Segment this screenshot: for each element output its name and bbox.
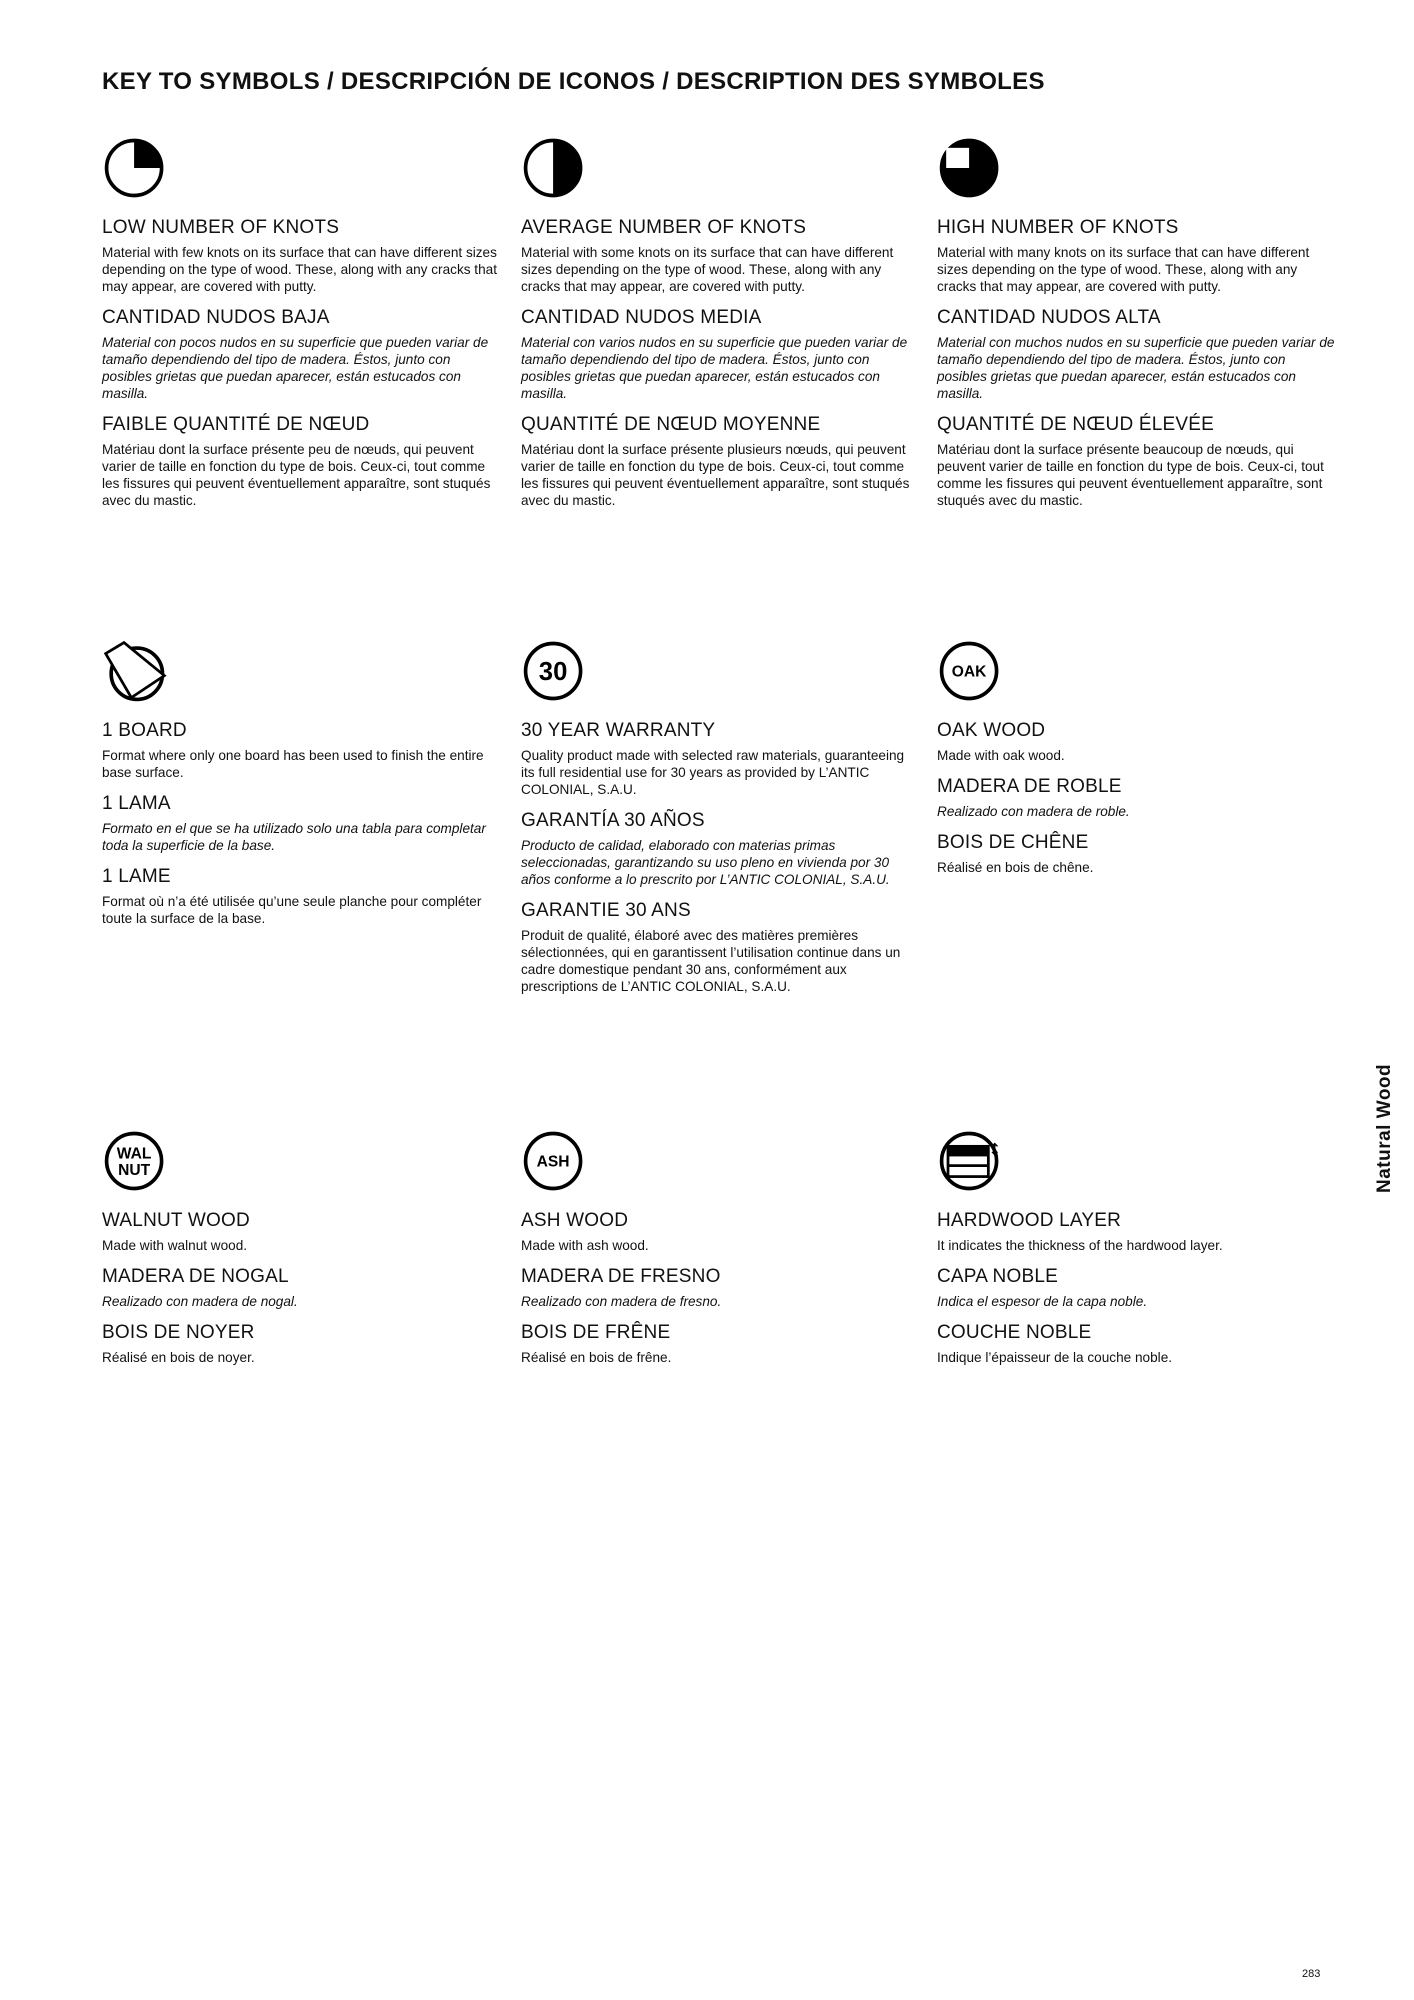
symbol-heading: WALNUT WOOD — [102, 1210, 250, 1231]
symbol-heading: COUCHE NOBLE — [937, 1322, 1092, 1343]
symbol-text: Material con pocos nudos en su superficie que pueden variar de tamaño dependiendo del tipo de madera. Éstos, junto con posibles grietas que puedan aparecer, están estucados con masilla. — [102, 335, 489, 401]
symbol-text: Material with many knots on its surface that can have different sizes depending on the type of wood. These, along with any cracks that may appear, are covered with putty. — [937, 245, 1310, 294]
symbol-heading: OAK WOOD — [937, 720, 1046, 741]
symbol-text: Réalisé en bois de noyer. — [102, 1350, 255, 1365]
symbol-description — [937, 414, 1337, 509]
page-number: 283 — [1302, 1968, 1321, 1980]
symbol-heading: QUANTITÉ DE NŒUD MOYENNE — [521, 414, 821, 435]
symbol-heading: CANTIDAD NUDOS BAJA — [102, 307, 330, 328]
symbol-heading: CANTIDAD NUDOS MEDIA — [521, 307, 762, 328]
symbol-description — [937, 217, 1337, 295]
symbol-text: Realizado con madera de fresno. — [521, 1294, 722, 1309]
symbol-description — [521, 810, 921, 888]
symbol-description — [521, 217, 921, 295]
symbol-heading: 1 LAMA — [102, 793, 171, 814]
symbol-text: Material con muchos nudos en su superficie que pueden variar de tamaño dependiendo del tipo de madera. Éstos, junto con posibles grietas que puedan aparecer, están estucados con masilla. — [937, 335, 1335, 401]
symbol-description — [521, 1210, 921, 1254]
page-title: KEY TO SYMBOLS / DESCRIPCIÓN DE ICONOS / DESCRIPTION DES SYMBOLES — [102, 68, 1045, 95]
symbol-text: Produit de qualité, élaboré avec des matières premières sélectionnées, qui en garantissent l’utilisation continue dans un cadre domestique pendant 30 ans, conformément aux prescriptions de L’ANTIC COLONIAL, S.A.U. — [521, 928, 901, 994]
icon-text: 30 — [538, 658, 568, 687]
symbol-description — [521, 1266, 921, 1310]
symbol-description — [937, 1266, 1337, 1310]
symbol-heading: MADERA DE NOGAL — [102, 1266, 289, 1287]
symbol-description — [102, 720, 502, 781]
symbol-description — [937, 720, 1337, 764]
symbol-entry — [521, 135, 921, 521]
symbol-description — [102, 793, 502, 854]
one-board-icon — [102, 638, 168, 704]
icon-text: WAL — [116, 1145, 152, 1163]
symbol-heading: ASH WOOD — [521, 1210, 629, 1231]
symbol-heading: HARDWOOD LAYER — [937, 1210, 1122, 1231]
section-side-label: Natural Wood — [1374, 1063, 1395, 1193]
symbol-heading: CAPA NOBLE — [937, 1266, 1058, 1287]
ash-icon — [521, 1128, 587, 1194]
symbol-entry — [102, 135, 502, 521]
symbol-text: Matériau dont la surface présente peu de nœuds, qui peuvent varier de taille en fonction du type de bois. Ceux-ci, tout comme les fissures qui peuvent éventuellement apparaître, sont stuqués avec du mastic. — [102, 442, 491, 508]
icon-text: NUT — [118, 1161, 151, 1179]
symbol-heading: CANTIDAD NUDOS ALTA — [937, 307, 1161, 328]
average-knots-icon — [521, 135, 587, 201]
icon-text: ASH — [536, 1153, 570, 1171]
symbol-heading: QUANTITÉ DE NŒUD ÉLEVÉE — [937, 414, 1214, 435]
symbol-description — [102, 866, 502, 927]
symbol-entry — [102, 638, 502, 939]
symbol-description — [937, 1322, 1337, 1366]
walnut-icon — [102, 1128, 168, 1194]
symbol-heading: HIGH NUMBER OF KNOTS — [937, 217, 1179, 238]
symbol-heading: 1 LAME — [102, 866, 171, 887]
symbol-text: Format où n’a été utilisée qu’une seule planche pour compléter toute la surface de la base. — [102, 894, 482, 926]
symbol-heading: GARANTIE 30 ANS — [521, 900, 691, 921]
symbol-text: Réalisé en bois de chêne. — [937, 860, 1094, 875]
symbol-heading: 30 YEAR WARRANTY — [521, 720, 716, 741]
symbol-text: Material con varios nudos en su superficie que pueden variar de tamaño dependiendo del tipo de madera. Éstos, junto con posibles grietas que puedan aparecer, están estucados con masilla. — [521, 335, 908, 401]
symbol-text: Made with ash wood. — [521, 1238, 649, 1253]
hardwood-layer-icon — [937, 1128, 1003, 1194]
symbol-description — [102, 217, 502, 295]
symbol-description — [521, 307, 921, 402]
symbol-heading: FAIBLE QUANTITÉ DE NŒUD — [102, 414, 370, 435]
symbol-entry — [102, 1128, 502, 1378]
symbol-text: It indicates the thickness of the hardwood layer. — [937, 1238, 1223, 1253]
symbol-description — [102, 1322, 502, 1366]
symbol-text: Material with few knots on its surface that can have different sizes depending on the type of wood. These, along with any cracks that may appear, are covered with putty. — [102, 245, 497, 294]
symbol-text: Formato en el que se ha utilizado solo una tabla para completar toda la superficie de la base. — [102, 821, 486, 853]
symbol-description — [102, 414, 502, 509]
symbol-text: Made with walnut wood. — [102, 1238, 248, 1253]
symbol-description — [937, 307, 1337, 402]
symbol-description — [937, 832, 1337, 876]
symbol-description — [102, 307, 502, 402]
oak-icon — [937, 638, 1003, 704]
symbol-description — [521, 720, 921, 798]
icon-text: OAK — [951, 663, 987, 681]
symbol-text: Réalisé en bois de frêne. — [521, 1350, 672, 1365]
symbol-description — [937, 1210, 1337, 1254]
symbol-text: Made with oak wood. — [937, 748, 1065, 763]
symbol-heading: MADERA DE ROBLE — [937, 776, 1122, 797]
symbol-description — [521, 1322, 921, 1366]
symbol-text: Format where only one board has been used to finish the entire base surface. — [102, 748, 484, 780]
symbol-heading: LOW NUMBER OF KNOTS — [102, 217, 340, 238]
symbol-entry — [521, 638, 921, 1007]
symbol-description — [521, 414, 921, 509]
symbol-description — [102, 1210, 502, 1254]
symbol-entry — [937, 1128, 1337, 1378]
symbol-heading: BOIS DE FRÊNE — [521, 1322, 671, 1343]
warranty-30-icon — [521, 638, 587, 704]
symbol-entry — [937, 638, 1337, 888]
symbol-text: Producto de calidad, elaborado con materias primas seleccionadas, garantizando su uso pleno en vivienda por 30 años conforme a lo prescrito por L’ANTIC COLONIAL, S.A.U. — [521, 838, 890, 887]
symbol-text: Matériau dont la surface présente beaucoup de nœuds, qui peuvent varier de taille en fonction du type de bois. Ceux-ci, tout comme les fissures qui peuvent éventuellement apparaître, sont stuqués avec du mastic. — [937, 442, 1324, 508]
symbol-text: Indique l’épaisseur de la couche noble. — [937, 1350, 1173, 1365]
low-knots-icon — [102, 135, 168, 201]
symbol-heading: AVERAGE NUMBER OF KNOTS — [521, 217, 807, 238]
symbol-text: Indica el espesor de la capa noble. — [937, 1294, 1148, 1309]
symbol-text: Quality product made with selected raw materials, guaranteeing its full residential use for 30 years as provided by L’ANTIC COLONIAL, S.A.U. — [521, 748, 905, 797]
symbol-text: Matériau dont la surface présente plusieurs nœuds, qui peuvent varier de taille en fonction du type de bois. Ceux-ci, tout comme les fissures qui peuvent éventuellement apparaître, sont stuqués avec du mastic. — [521, 442, 910, 508]
symbol-entry — [521, 1128, 921, 1378]
symbol-heading: BOIS DE CHÊNE — [937, 832, 1089, 853]
symbol-entry — [937, 135, 1337, 521]
symbol-text: Realizado con madera de nogal. — [102, 1294, 298, 1309]
symbol-description — [102, 1266, 502, 1310]
symbol-text: Material with some knots on its surface that can have different sizes depending on the type of wood. These, along with any cracks that may appear, are covered with putty. — [521, 245, 894, 294]
symbol-heading: MADERA DE FRESNO — [521, 1266, 721, 1287]
symbol-heading: 1 BOARD — [102, 720, 187, 741]
high-knots-icon — [937, 135, 1003, 201]
symbol-heading: BOIS DE NOYER — [102, 1322, 255, 1343]
symbol-heading: GARANTÍA 30 AÑOS — [521, 810, 705, 831]
symbol-text: Realizado con madera de roble. — [937, 804, 1130, 819]
symbol-description — [937, 776, 1337, 820]
symbol-description — [521, 900, 921, 995]
